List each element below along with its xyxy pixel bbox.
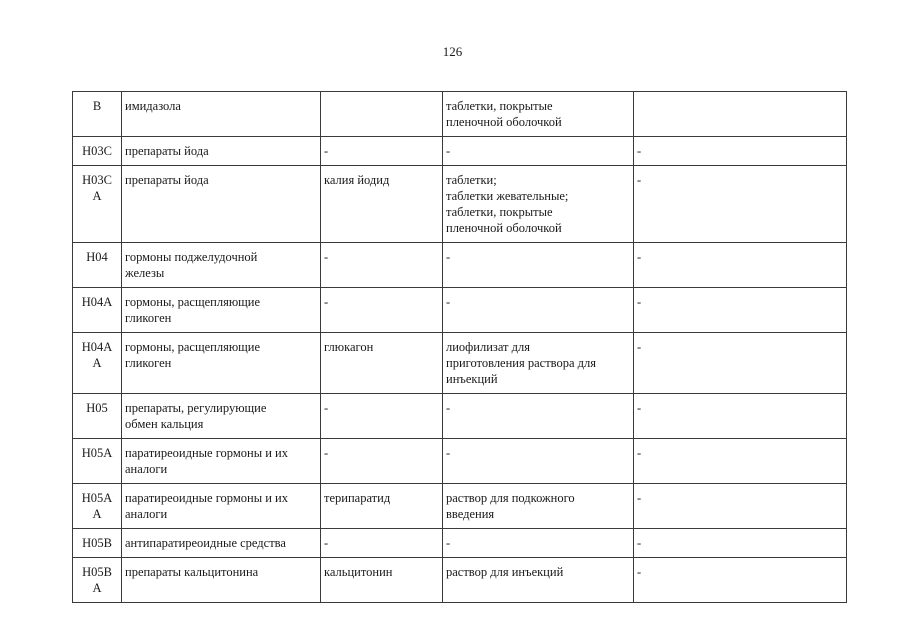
atc-code-cell: H03C	[73, 137, 122, 166]
atc-name-cell: препараты кальцитонина	[122, 558, 321, 603]
atc-code-cell: H05B	[73, 529, 122, 558]
atc-name-cell: гормоны, расщепляющие гликоген	[122, 333, 321, 394]
extra-cell: -	[634, 484, 847, 529]
atc-code-cell: B	[73, 92, 122, 137]
inn-cell: терипаратид	[321, 484, 443, 529]
extra-cell: -	[634, 529, 847, 558]
dosage-form-cell: таблетки; таблетки жевательные; таблетки, покрытые пленочной оболочкой	[443, 166, 634, 243]
table-row	[73, 394, 847, 439]
inn-cell: -	[321, 137, 443, 166]
extra-cell: -	[634, 166, 847, 243]
table-row	[73, 137, 847, 166]
atc-code-cell: H05B A	[73, 558, 122, 603]
table-row	[73, 529, 847, 558]
table-row	[73, 558, 847, 603]
inn-cell: -	[321, 243, 443, 288]
extra-cell	[634, 92, 847, 137]
inn-cell: кальцитонин	[321, 558, 443, 603]
atc-code-cell: H04A A	[73, 333, 122, 394]
extra-cell: -	[634, 333, 847, 394]
extra-cell: -	[634, 137, 847, 166]
atc-name-cell: гормоны поджелудочной железы	[122, 243, 321, 288]
atc-code-cell: H05	[73, 394, 122, 439]
inn-cell: калия йодид	[321, 166, 443, 243]
extra-cell: -	[634, 558, 847, 603]
table-row	[73, 166, 847, 243]
dosage-form-cell: раствор для инъекций	[443, 558, 634, 603]
dosage-form-cell: -	[443, 394, 634, 439]
inn-cell	[321, 92, 443, 137]
inn-cell: -	[321, 394, 443, 439]
atc-name-cell: антипаратиреоидные средства	[122, 529, 321, 558]
extra-cell: -	[634, 394, 847, 439]
dosage-form-cell: -	[443, 529, 634, 558]
dosage-form-cell: лиофилизат для приготовления раствора для инъекций	[443, 333, 634, 394]
table-row	[73, 92, 847, 137]
dosage-form-cell: -	[443, 243, 634, 288]
table-row	[73, 439, 847, 484]
dosage-form-cell: раствор для подкожного введения	[443, 484, 634, 529]
atc-code-cell: H04A	[73, 288, 122, 333]
atc-name-cell: гормоны, расщепляющие гликоген	[122, 288, 321, 333]
inn-cell: -	[321, 439, 443, 484]
atc-name-cell: препараты йода	[122, 137, 321, 166]
atc-name-cell: препараты йода	[122, 166, 321, 243]
extra-cell: -	[634, 243, 847, 288]
inn-cell: -	[321, 529, 443, 558]
dosage-form-cell: таблетки, покрытые пленочной оболочкой	[443, 92, 634, 137]
atc-code-cell: H05A A	[73, 484, 122, 529]
atc-name-cell: паратиреоидные гормоны и их аналоги	[122, 439, 321, 484]
atc-code-cell: H04	[73, 243, 122, 288]
table-row	[73, 333, 847, 394]
dosage-form-cell: -	[443, 137, 634, 166]
inn-cell: глюкагон	[321, 333, 443, 394]
extra-cell: -	[634, 439, 847, 484]
atc-code-cell: H03C A	[73, 166, 122, 243]
page-number: 126	[442, 44, 463, 59]
table-row	[73, 288, 847, 333]
atc-code-cell: H05A	[73, 439, 122, 484]
drug-table	[72, 91, 847, 603]
atc-name-cell: имидазола	[122, 92, 321, 137]
inn-cell: -	[321, 288, 443, 333]
atc-name-cell: препараты, регулирующие обмен кальция	[122, 394, 321, 439]
table-row	[73, 484, 847, 529]
table-row	[73, 243, 847, 288]
atc-name-cell: паратиреоидные гормоны и их аналоги	[122, 484, 321, 529]
dosage-form-cell: -	[443, 439, 634, 484]
extra-cell: -	[634, 288, 847, 333]
dosage-form-cell: -	[443, 288, 634, 333]
